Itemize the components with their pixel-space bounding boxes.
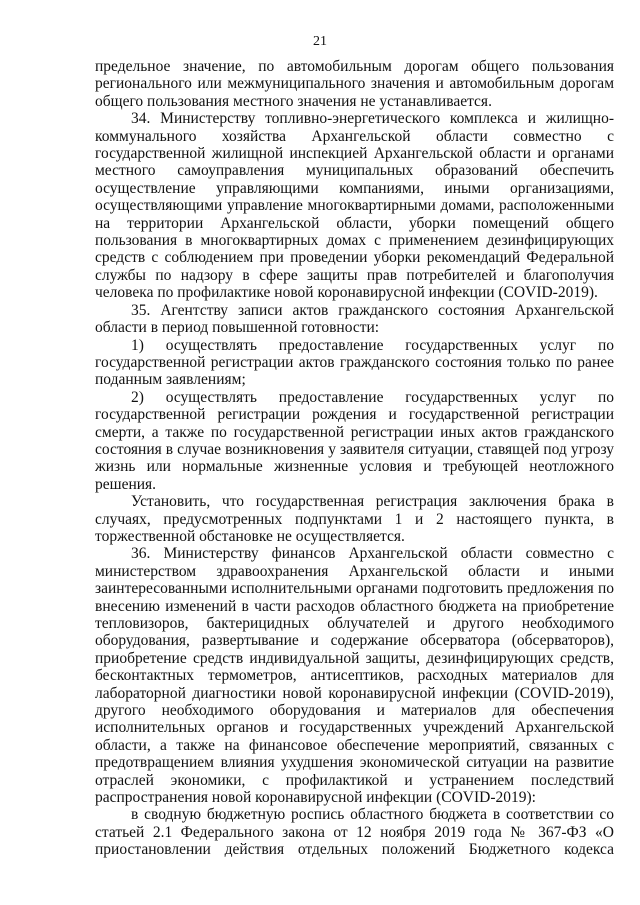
paragraph-subitem-2: 2) осуществлять предоставление государственных услуг по государственной регистрации рождения и государственной регистрации смерти, а также по государственной регистрации иных актов гражданского состояния в случае возникновения у заявителя ситуации, ставящей под угрозу жизнь или нормальные жизненные условия и требующей неотложного решения. [95,388,614,493]
paragraph-budget-schedule: в сводную бюджетную роспись областного бюджета в соответствии со статьей 2.1 Федерального закона от 12 ноября 2019 года № 367-ФЗ «О приостановлении действия отдельных положений Бюджетного кодекса [95,806,614,859]
paragraph-item-36: 36. Министерству финансов Архангельской области совместно с министерством здравоохранения Архангельской области и иными заинтересованными исполнительными органами подготовить предложения по внесению изменений в части расходов областного бюджета на приобретение тепловизоров, бактерицидных облучателей и другого необходимого оборудования, развертывание и содержание обсерватора (обсерваторов), приобретение средств индивидуальной защиты, дезинфицирующих средств, бесконтактных термометров, антисептиков, расходных материалов для лабораторной диагностики новой коронавирусной инфекции (COVID-2019), другого необходимого оборудования и материалов для обеспечения исполнительных органов и государственных учреждений Архангельской области, а также на финансовое обеспечение мероприятий, связанных с предотвращением влияния ухудшения экономической ситуации на развитие отраслей экономики, с профилактикой и устранением последствий распространения новой коронавирусной инфекции (COVID-2019): [95,545,614,807]
paragraph-marriage-registration: Установить, что государственная регистрация заключения брака в случаях, предусмотренных подпунктами 1 и 2 настоящего пункта, в торжественной обстановке не осуществляется. [95,493,614,545]
paragraph-item-34: 34. Министерству топливно-энергетического комплекса и жилищно-коммунального хозяйства Архангельской области совместно с государственной жилищной инспекцией Архангельской области и органами местного самоуправления муниципальных образований обеспечить осуществление управляющими компаниями, иными организациями, осуществляющими управление многоквартирными домами, расположенными на территории Архангельской области, уборки помещений общего пользования в многоквартирных домах с применением дезинфицирующих средств с соблюдением при проведении уборки рекомендаций Федеральной службы по надзору в сфере защиты прав потребителей и благополучия человека по профилактике новой коронавирусной инфекции (COVID-2019). [95,110,614,302]
paragraph-continuation: предельное значение, по автомобильным дорогам общего пользования регионального или межмуниципального значения и автомобильным дорогам общего пользования местного значения не устанавливается. [95,58,614,110]
paragraph-subitem-1: 1) осуществлять предоставление государственных услуг по государственной регистрации актов гражданского состояния только по ранее поданным заявлениям; [95,336,614,389]
page-number: 21 [313,34,327,49]
paragraph-item-35: 35. Агентству записи актов гражданского состояния Архангельской области в период повышенной готовности: [95,301,614,337]
document-body [95,58,614,859]
